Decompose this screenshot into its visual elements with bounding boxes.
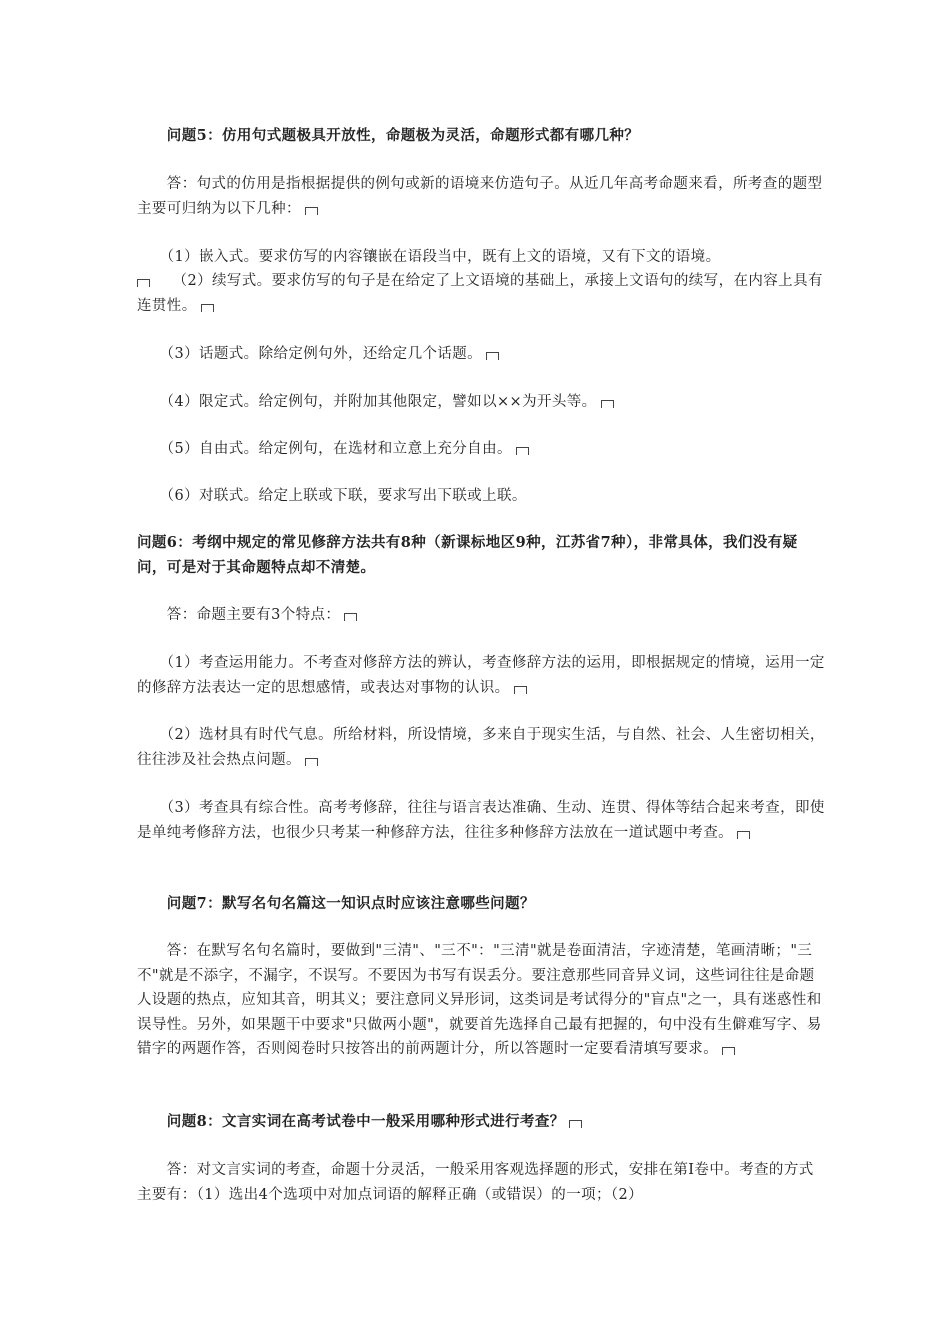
answer-6-point-1: （1）考查运用能力。不考查对修辞方法的辨认，考查修辞方法的运用，即根据规定的情境，运用一定的修辞方法表达一定的思想感情，或表达对事物的认识。 — [137, 655, 825, 696]
paragraph-mark-icon — [201, 304, 214, 312]
paragraph-mark-icon — [569, 1120, 582, 1128]
paragraph-mark-icon — [601, 400, 614, 408]
answer-7: 答：在默写名句名篇时，要做到"三清"、"三不"："三清"就是卷面清洁，字迹清楚，笔画清晰；"三不"就是不添字，不漏字，不误写。不要因为书写有误丢分。要注意那些同音异义词，这些词往往是命题人设题的热点，应知其音，明其义；要注意同义异形词，这类词是考试得分的"盲点"之一，具有迷惑性和误导性。另外，如果题干中要求"只做两小题"，就要首先选择自己最有把握的，句中没有生僻难写字、易错字的两题作答，否则阅卷时只按答出的前两题计分，所以答题时一定要看清填写要求。 — [137, 943, 822, 1057]
answer-6-intro: 答：命题主要有3个特点： — [137, 603, 827, 628]
paragraph-mark-icon — [305, 207, 318, 215]
answer-6-point-3: （3）考查具有综合性。高考考修辞，往往与语言表达准确、生动、连贯、得体等结合起来考查，即使是单纯考修辞方法，也很少只考某一种修辞方法，往往多种修辞方法放在一道试题中考查。 — [137, 800, 825, 841]
answer-8: 答：对文言实词的考查，命题十分灵活，一般采用客观选择题的形式，安排在第Ⅰ卷中。考查的方式主要有：（1）选出4个选项中对加点词语的解释正确（或错误）的一项；（2） — [137, 1162, 814, 1203]
answer-6-point-2: （2）选材具有时代气息。所给材料，所设情境，多来自于现实生活，与自然、社会、人生密切相关，往往涉及社会热点问题。 — [137, 727, 825, 768]
answer-5-item-1: （1）嵌入式。要求仿写的内容镶嵌在语段当中，既有上文的语境，又有下文的语境。 — [137, 249, 721, 265]
question-5: 问题5：仿用句式题极具开放性，命题极为灵活，命题形式都有哪几种？ — [137, 127, 640, 144]
answer-5-intro: 答：句式的仿用是指根据提供的例句或新的语境来仿造句子。从近几年高考命题来看，所考查的题型主要可归纳为以下几种： — [137, 176, 823, 217]
paragraph-mark-icon — [486, 352, 499, 360]
paragraph-mark-icon — [722, 1047, 735, 1055]
paragraph-mark-icon — [516, 447, 529, 455]
paragraph-mark-icon — [305, 758, 318, 766]
question-6: 问题6：考纲中规定的常见修辞方法共有8种（新课标地区9种，江苏省7种），非常具体，我们没有疑问，可是对于其命题特点却不清楚。 — [137, 534, 798, 576]
answer-5-item-6: （6）对联式。给定上联或下联，要求写出下联或上联。 — [137, 488, 527, 504]
paragraph-mark-icon — [737, 831, 750, 839]
answer-5-item-3: （3）话题式。除给定例句外，还给定几个话题。 — [137, 342, 827, 367]
paragraph-mark-icon — [514, 686, 527, 694]
answer-5-item-5: （5）自由式。给定例句，在选材和立意上充分自由。 — [137, 437, 827, 462]
paragraph-mark-icon — [137, 279, 150, 287]
answer-5-item-2: （2）续写式。要求仿写的句子是在给定了上文语境的基础上，承接上文语句的续写，在内容上具有连贯性。 — [137, 273, 823, 314]
question-7: 问题7：默写名句名篇这一知识点时应该注意哪些问题？ — [137, 895, 535, 912]
answer-5-item-4: （4）限定式。给定例句，并附加其他限定，譬如以××为开头等。 — [137, 390, 827, 415]
paragraph-mark-icon — [344, 613, 357, 621]
question-8: 问题8：文言实词在高考试卷中一般采用哪种形式进行考查？ — [137, 1110, 827, 1135]
